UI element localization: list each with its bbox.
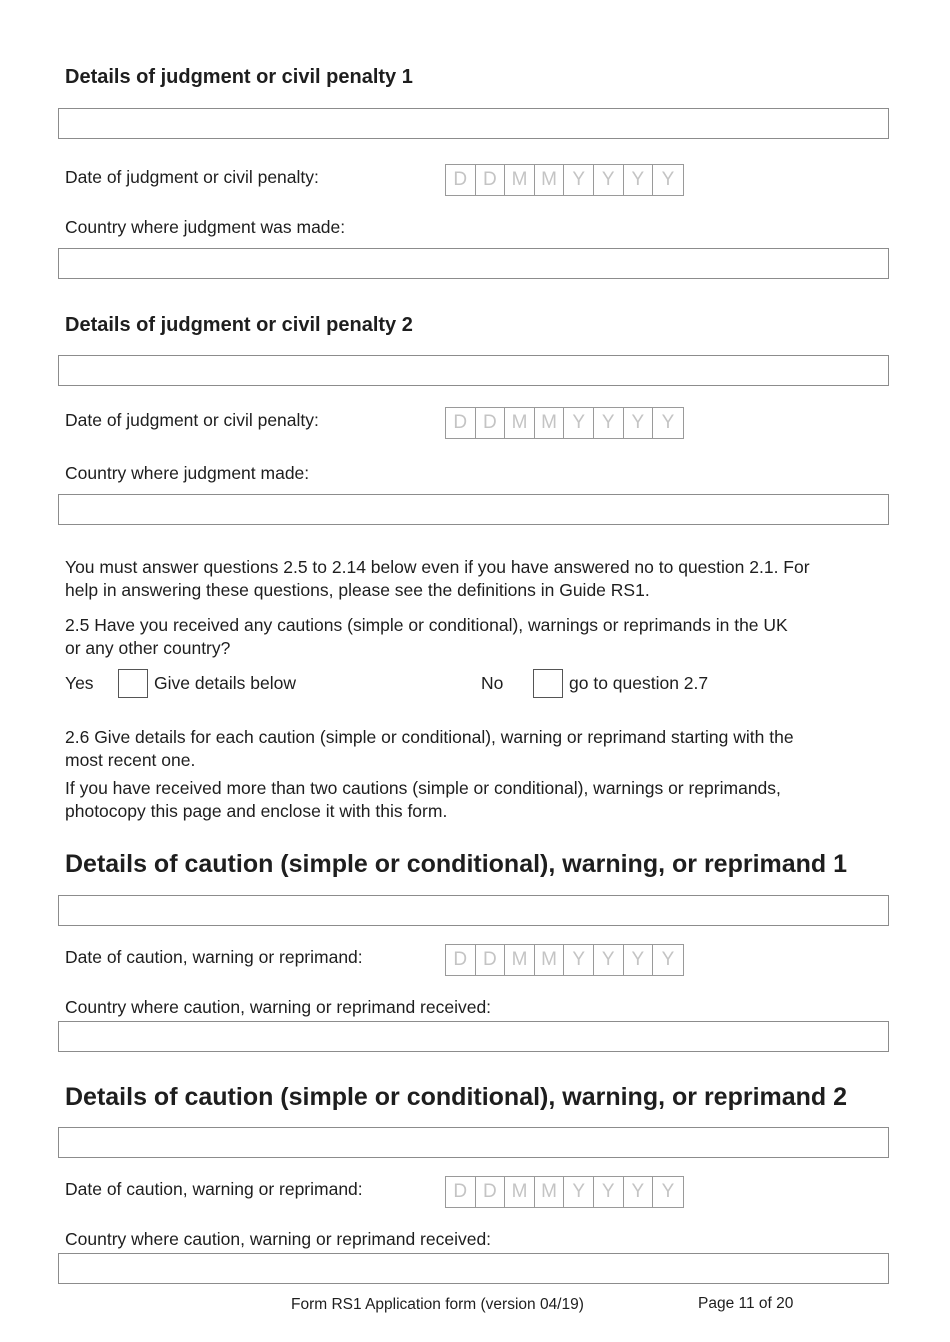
caution-1-details-input[interactable] [58, 895, 889, 926]
question-line: or any other country? [65, 638, 231, 658]
question-line: 2.6 Give details for each caution (simple or conditional), warning or reprimand starting with the [65, 727, 794, 747]
no-checkbox[interactable] [533, 669, 563, 698]
caution-1-date-label: Date of caution, warning or reprimand: [65, 947, 363, 967]
question-line: 2.5 Have you received any cautions (simple or conditional), warnings or reprimands in the UK [65, 615, 788, 635]
date-year-cell: Y [594, 408, 624, 438]
date-month-cell: M [535, 165, 565, 195]
date-month-cell: M [505, 1177, 535, 1207]
yes-checkbox[interactable] [118, 669, 148, 698]
date-month-cell: M [505, 945, 535, 975]
date-month-cell: M [535, 408, 565, 438]
intro-line: help in answering these questions, please see the definitions in Guide RS1. [65, 580, 650, 600]
date-year-cell: Y [564, 408, 594, 438]
judgment-2-details-input[interactable] [58, 355, 889, 386]
caution-2-details-input[interactable] [58, 1127, 889, 1158]
caution-2-date-label: Date of caution, warning or reprimand: [65, 1179, 363, 1199]
caution-1-country-label: Country where caution, warning or reprimand received: [65, 997, 492, 1017]
judgment-2-heading: Details of judgment or civil penalty 2 [65, 314, 413, 336]
judgment-1-heading: Details of judgment or civil penalty 1 [65, 66, 413, 88]
date-day-cell: D [446, 1177, 476, 1207]
judgment-1-date-label: Date of judgment or civil penalty: [65, 167, 319, 187]
date-year-cell: Y [624, 408, 654, 438]
judgment-2-country-input[interactable] [58, 494, 889, 525]
caution-2-country-label: Country where caution, warning or reprimand received: [65, 1229, 492, 1249]
question-line: most recent one. [65, 750, 196, 770]
judgment-2-country-label: Country where judgment made: [65, 463, 310, 483]
date-year-cell: Y [594, 165, 624, 195]
caution-1-date-input[interactable] [445, 944, 684, 976]
date-year-cell: Y [624, 165, 654, 195]
judgment-2-date-input[interactable] [445, 407, 684, 439]
date-year-cell: Y [661, 412, 675, 433]
judgment-2-date-label: Date of judgment or civil penalty: [65, 410, 319, 430]
judgment-1-country-input[interactable] [58, 248, 889, 279]
question-2-6 [65, 726, 895, 823]
caution-1-country-input[interactable] [58, 1021, 889, 1052]
judgment-1-date-input[interactable] [445, 164, 684, 196]
judgment-1-country-label: Country where judgment was made: [65, 217, 346, 237]
date-year-cell: Y [661, 1181, 675, 1202]
caution-1-heading: Details of caution (simple or conditional), warning, or reprimand 1 [65, 850, 848, 878]
question-line: If you have received more than two cautions (simple or conditional), warnings or reprimands, [65, 778, 781, 798]
date-year-cell: Y [661, 949, 675, 970]
date-day-cell: D [446, 945, 476, 975]
caution-2-date-input[interactable] [445, 1176, 684, 1208]
date-year-cell: Y [564, 1177, 594, 1207]
date-year-cell: Y [594, 945, 624, 975]
footer-page-number: Page 11 of 20 [698, 1295, 794, 1312]
caution-2-country-input[interactable] [58, 1253, 889, 1284]
date-year-cell: Y [624, 945, 654, 975]
intro-paragraph [65, 556, 895, 602]
question-line: photocopy this page and enclose it with this form. [65, 801, 448, 821]
date-day-cell: D [446, 408, 476, 438]
date-month-cell: M [505, 408, 535, 438]
footer-form-name: Form RS1 Application form (version 04/19) [291, 1296, 584, 1313]
yes-label: Yes [65, 673, 94, 693]
date-day-cell: D [446, 165, 476, 195]
date-day-cell: D [476, 408, 506, 438]
no-note: go to question 2.7 [569, 673, 709, 693]
date-day-cell: D [476, 945, 506, 975]
question-2-5 [65, 614, 895, 660]
date-year-cell: Y [594, 1177, 624, 1207]
date-month-cell: M [535, 1177, 565, 1207]
judgment-1-details-input[interactable] [58, 108, 889, 139]
caution-2-heading: Details of caution (simple or conditional), warning, or reprimand 2 [65, 1083, 848, 1111]
date-year-cell: Y [564, 165, 594, 195]
date-month-cell: M [535, 945, 565, 975]
date-month-cell: M [505, 165, 535, 195]
date-year-cell: Y [661, 169, 675, 190]
date-day-cell: D [476, 165, 506, 195]
no-label: No [481, 673, 504, 693]
date-year-cell: Y [624, 1177, 654, 1207]
intro-line: You must answer questions 2.5 to 2.14 below even if you have answered no to question 2.1. For [65, 557, 810, 577]
date-day-cell: D [476, 1177, 506, 1207]
date-year-cell: Y [564, 945, 594, 975]
yes-note: Give details below [154, 673, 297, 693]
